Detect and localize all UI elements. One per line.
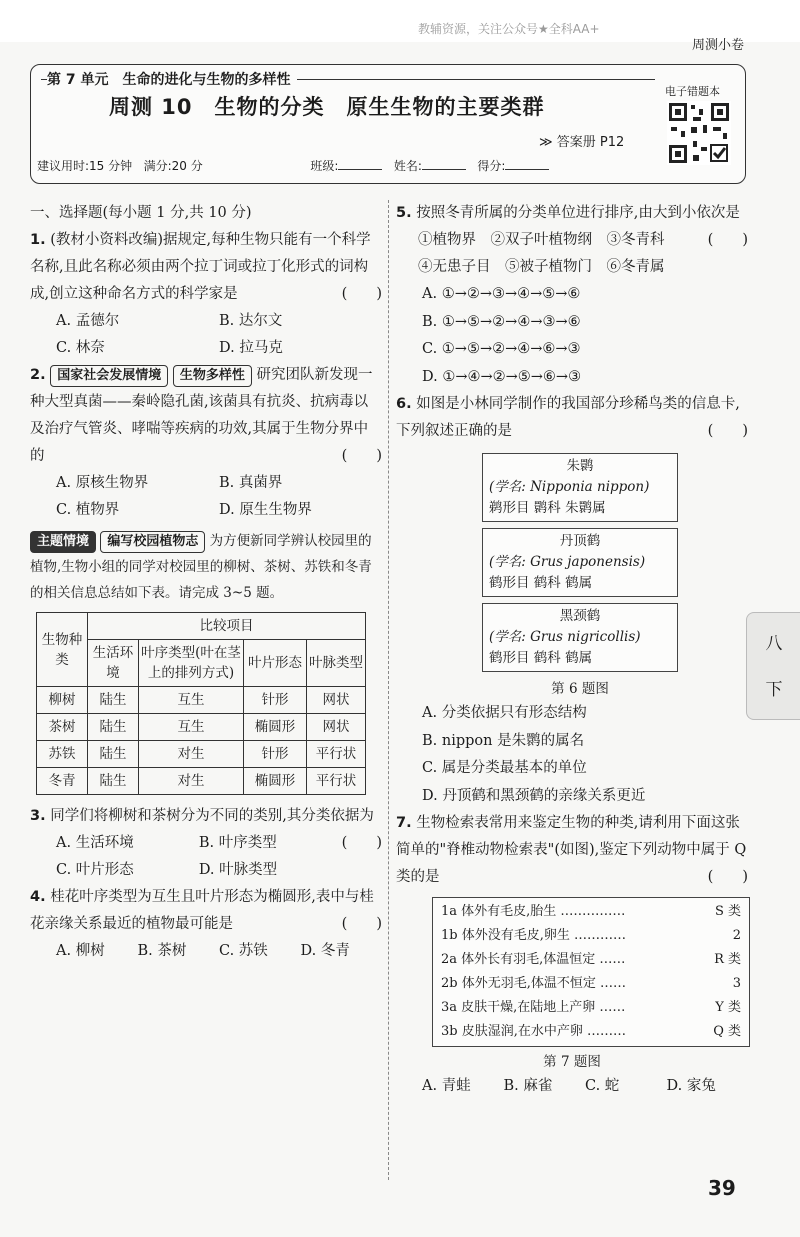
bird-scientific-name: (学名: Nipponia nippon): [489, 479, 650, 495]
page-number: 39: [708, 1176, 736, 1200]
key-row-text: 1b 体外没有毛皮,卵生 …………: [441, 928, 626, 943]
table-cell: 椭圆形: [244, 714, 307, 741]
theme-tag: 主题情境: [30, 531, 96, 553]
q1-text: (教材小资料改编)据规定,每种生物只能有一个科学名称,且此名称必须由两个拉丁词或拉丁化形式的词构成,创立这种命名方式的科学家是: [30, 232, 371, 302]
header-box: [30, 64, 746, 184]
table-corner-header: 生物种类: [37, 613, 88, 687]
q3-options: [30, 830, 342, 884]
question-6: [396, 391, 748, 810]
bird-taxonomy: 鹈形目 鹮科 朱鹮属: [489, 500, 606, 516]
table-cell: 互生: [139, 714, 244, 741]
unit-title: 第 7 单元 生命的进化与生物的多样性: [47, 69, 297, 89]
name-blank[interactable]: [422, 169, 466, 170]
q4-answer-paren[interactable]: ( ): [341, 916, 382, 932]
table-cell: 对生: [139, 768, 244, 795]
q2-tag-context: 国家社会发展情境: [50, 365, 168, 387]
table-cell: 茶树: [37, 714, 88, 741]
q6-figure-caption: 第 6 题图: [551, 681, 609, 697]
key-row: [441, 900, 741, 924]
q7-number: 7.: [396, 815, 412, 831]
q2-answer-paren[interactable]: ( ): [341, 448, 382, 464]
q5-option-b[interactable]: B. ①→⑤→②→④→③→⑥: [422, 313, 581, 330]
question-3: [30, 803, 382, 884]
name-label: 姓名:: [393, 159, 422, 173]
table-row: [37, 768, 366, 795]
q6-option-b[interactable]: B. nippon 是朱鹮的属名: [422, 732, 585, 749]
table-cell: 网状: [307, 714, 366, 741]
q7-options: [396, 1073, 748, 1100]
bird-card: [482, 603, 678, 672]
q1-number: 1.: [30, 232, 46, 248]
key-row: [441, 996, 741, 1020]
bird-scientific-name: (学名: Grus japonensis): [489, 554, 646, 570]
bird-taxonomy: 鹤形目 鹤科 鹤属: [489, 650, 593, 666]
bird-name: 丹顶鹤: [559, 533, 601, 549]
key-row-result: 2: [732, 928, 741, 943]
table-cell: 平行状: [307, 741, 366, 768]
section-title: 一、选择题(每小题 1 分,共 10 分): [30, 205, 252, 221]
q2-options: [30, 470, 382, 524]
q7-option-d[interactable]: D. 家兔: [666, 1078, 716, 1094]
grade-label: 得分:: [477, 159, 506, 173]
plant-comparison-table: [36, 612, 366, 795]
quiz-title: 周测 10 生物的分类 原生生物的主要类群: [109, 95, 545, 119]
watermark-text: 教辅资源，关注公众号★全科AA+: [418, 22, 600, 36]
q5-text: 按照冬青所属的分类单位进行排序,由大到小依次是: [416, 205, 740, 221]
table-cell: 互生: [139, 687, 244, 714]
answer-reference: ≫ 答案册 P12: [539, 135, 625, 150]
key-row: [441, 1020, 741, 1044]
table-cell: 网状: [307, 687, 366, 714]
key-row-result: Y 类: [715, 1000, 741, 1015]
q3-number: 3.: [30, 808, 46, 824]
q1-option-a[interactable]: A. 孟德尔: [56, 313, 120, 329]
question-5: [396, 200, 748, 391]
table-cell: 陆生: [88, 768, 139, 795]
question-2: [30, 362, 382, 524]
q7-figure-caption: 第 7 题图: [543, 1054, 601, 1070]
q7-answer-paren[interactable]: ( ): [707, 869, 748, 885]
q1-option-c[interactable]: C. 林奈: [56, 340, 105, 356]
table-row: [37, 687, 366, 714]
table-cell: 柳树: [37, 687, 88, 714]
bird-name: 黑颈鹤: [559, 608, 601, 624]
qr-label: 电子错题本: [665, 85, 720, 98]
q7-text: 生物检索表常用来鉴定生物的种类,请利用下面这张简单的"脊椎动物检索表"(如图),鉴定下列动物中属于 Q 类的是: [396, 815, 747, 885]
qr-code-icon[interactable]: [667, 101, 731, 165]
q5-option-c[interactable]: C. ①→⑤→②→④→⑥→③: [422, 341, 581, 357]
score-label: 满分:20 分: [143, 159, 203, 173]
q3-option-c[interactable]: C. 叶片形态: [56, 862, 134, 878]
q6-option-d[interactable]: D. 丹顶鹤和黑颈鹤的亲缘关系更近: [422, 787, 646, 804]
key-row: [441, 924, 741, 948]
info-line: [37, 157, 647, 174]
table-row: [37, 714, 366, 741]
q2-option-c[interactable]: C. 植物界: [56, 502, 120, 518]
q2-tag-topic: 生物多样性: [173, 365, 252, 387]
side-tab-line1: 八: [765, 634, 783, 654]
column-divider: [388, 200, 389, 1180]
q6-option-a[interactable]: A. 分类依据只有形态结构: [422, 705, 587, 721]
q1-option-d[interactable]: D. 拉马克: [219, 340, 283, 356]
key-row-text: 2a 体外长有羽毛,体温恒定 ……: [441, 952, 626, 967]
key-row-result: S 类: [714, 904, 741, 919]
q2-text: 研究团队新发现一种大型真菌——秦岭隐孔菌,该菌具有抗炎、抗病毒以及治疗气管炎、哮喘等疾病的功效,其属于生物分界中的: [30, 367, 373, 464]
q7-option-c[interactable]: C. 蛇: [585, 1078, 620, 1094]
q6-option-c[interactable]: C. 属是分类最基本的单位: [422, 760, 587, 776]
table-cell: 冬青: [37, 768, 88, 795]
time-label: 建议用时:15 分钟: [37, 159, 133, 173]
q4-option-b[interactable]: B. 茶树: [137, 943, 187, 959]
q3-option-b[interactable]: B. 叶序类型: [198, 835, 277, 851]
bird-card: [482, 528, 678, 597]
q5-items-line1: ①植物界 ②双子叶植物纲 ③冬青科: [418, 232, 665, 248]
grade-blank[interactable]: [505, 169, 549, 170]
q2-option-b[interactable]: B. 真菌界: [219, 475, 283, 491]
q4-options: [30, 938, 382, 965]
q2-number: 2.: [30, 367, 46, 383]
q3-answer-paren[interactable]: ( ): [341, 835, 382, 851]
q5-number: 5.: [396, 205, 412, 221]
table-cell: 陆生: [88, 714, 139, 741]
col-header-venation: 叶脉类型: [307, 640, 366, 687]
table-cell: 陆生: [88, 687, 139, 714]
side-tab-line2: 下: [765, 680, 783, 700]
q5-option-d[interactable]: D. ①→④→②→⑤→⑥→③: [422, 368, 582, 385]
q4-text: 桂花叶序类型为互生且叶片形态为椭圆形,表中与桂花亲缘关系最近的植物最可能是: [30, 889, 374, 932]
table-cell: 对生: [139, 741, 244, 768]
q3-text: 同学们将柳树和茶树分为不同的类别,其分类依据为: [50, 808, 374, 824]
question-7: [396, 810, 748, 1100]
class-blank[interactable]: [338, 169, 382, 170]
key-row: [441, 948, 741, 972]
key-row: [441, 972, 741, 996]
grade-side-tab: [746, 612, 800, 720]
q7-option-b[interactable]: B. 麻雀: [503, 1078, 553, 1094]
table-cell: 针形: [244, 687, 307, 714]
key-row-result: Q 类: [713, 1024, 741, 1039]
top-strip: [0, 0, 800, 42]
table-group-header: 比较项目: [88, 613, 366, 640]
key-row-text: 3b 皮肤湿润,在水中产卵 ………: [441, 1024, 626, 1039]
table-row: [37, 741, 366, 768]
q4-option-d[interactable]: D. 冬青: [300, 943, 350, 959]
corner-label: 周测小卷: [692, 38, 745, 53]
bird-card: [482, 453, 678, 522]
q1-answer-paren[interactable]: ( ): [341, 286, 382, 302]
theme-context: [30, 528, 382, 606]
key-row-text: 2b 体外无羽毛,体温不恒定 ……: [441, 976, 626, 991]
bird-taxonomy: 鹤形目 鹤科 鹤属: [489, 575, 593, 591]
theme-text: 为方便新同学辨认校园里的植物,生物小组的同学对校园里的柳树、茶树、苏铁和冬青的相关信息总结如下表。请完成 3~5 题。: [30, 533, 372, 601]
col-header-habitat: 生活环境: [88, 640, 139, 687]
table-cell: 苏铁: [37, 741, 88, 768]
q6-text: 如图是小林同学制作的我国部分珍稀鸟类的信息卡,下列叙述正确的是: [396, 396, 740, 439]
q2-option-d[interactable]: D. 原生生物界: [219, 502, 312, 518]
table-cell: 陆生: [88, 741, 139, 768]
q4-option-a[interactable]: A. 柳树: [56, 943, 105, 959]
vertebrate-key-table: [432, 897, 750, 1047]
class-label: 班级:: [310, 159, 339, 173]
q1-options: [30, 308, 382, 362]
table-cell: 针形: [244, 741, 307, 768]
col-header-phyllotaxy: 叶序类型(叶在茎上的排列方式): [139, 640, 244, 687]
q2-option-a[interactable]: A. 原核生物界: [56, 475, 149, 491]
key-row-text: 1a 体外有毛皮,胎生 ……………: [441, 904, 626, 919]
key-row-result: R 类: [714, 952, 741, 967]
question-4: [30, 884, 382, 965]
bird-name: 朱鹮: [566, 458, 594, 474]
right-column: [396, 200, 748, 1100]
q6-number: 6.: [396, 396, 412, 412]
q5-answer-paren[interactable]: ( ): [707, 232, 748, 248]
bird-scientific-name: (学名: Grus nigricollis): [489, 629, 641, 645]
question-1: [30, 227, 382, 362]
q7-option-a[interactable]: A. 青蛙: [422, 1078, 471, 1094]
key-row-text: 3a 皮肤干燥,在陆地上产卵 ……: [441, 1000, 626, 1015]
q3-option-d[interactable]: D. 叶脉类型: [198, 862, 278, 878]
q4-number: 4.: [30, 889, 46, 905]
q4-option-c[interactable]: C. 苏铁: [219, 943, 268, 959]
table-cell: 平行状: [307, 768, 366, 795]
q5-option-a[interactable]: A. ①→②→③→④→⑤→⑥: [422, 286, 581, 302]
bird-info-cards: [482, 453, 678, 700]
col-header-leaf-shape: 叶片形态: [244, 640, 307, 687]
table-cell: 椭圆形: [244, 768, 307, 795]
key-row-result: 3: [732, 976, 741, 991]
q1-option-b[interactable]: B. 达尔文: [219, 313, 283, 329]
q5-items-line2: ④无患子目 ⑤被子植物门 ⑥冬青属: [418, 259, 665, 275]
theme-subtag: 编写校园植物志: [100, 531, 205, 553]
q3-option-a[interactable]: A. 生活环境: [56, 835, 134, 851]
left-column: [30, 200, 382, 965]
q6-answer-paren[interactable]: ( ): [707, 423, 748, 439]
